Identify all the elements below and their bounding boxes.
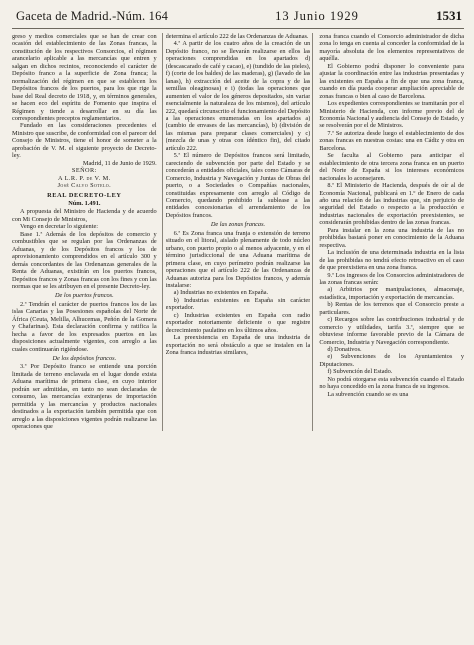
paragraph: 9.ª Los ingresos de los Consorcios administradores de las zonas francas serán: [319, 271, 464, 286]
paragraph: De los puertos francos. [54, 292, 114, 300]
paragraph: Los expedientes correspondientes se tramitarán por el Ministerio de Hacienda, con informe previo del de Economía Nacional y audiencia del Consejo de Estado, y se resolverán por el de Ministros. [319, 100, 464, 130]
paragraph: La subvención cuando se es una [327, 390, 409, 398]
paragraph: REAL DECRETO-LEY [47, 191, 122, 199]
paragraph: Base 1.ª Además de los depósitos de comercio y combustibles que se regulan por las Ordenanzas de Aduanas, y de los Depósitos francos y los de aprovisionamiento comprendidos en el artículo 300 y demás concordantes de las Ordenanzas generales de la Renta de Aduanas, existirán en los puertos francos, Depósitos francos y Zonas francas con los fines y con las normas que se les atribuyen en el presente Decreto-ley. [12, 230, 157, 290]
paragraph: José Calvo Sotelo. [57, 182, 112, 190]
paragraph: 6.ª Es Zona franca una franja o extensión de terreno situado en el litoral, aislado plenamente de todo núcleo urbano, con puerto propio o al menos adyacente, y en el término jurisdiccional de una Aduana marítima de primera clase, en cuyo perímetro podrán realizarse las operaciones que el artículo 222 de las Ordenanzas de Aduanas autoriza para los Depósitos francos, y además instalarse: [165, 229, 311, 289]
paragraph: Fundado en las consideraciones precedentes el Ministro que suscribe, de conformidad con el parecer del Consejo de Ministros, tiene el honor de someter a la aprobación de V. M. el siguiente proyecto de Decreto-ley. [12, 122, 157, 160]
paragraph: Núm. 1.491. [68, 199, 101, 207]
paragraph: Para instalar en la zona una industria de las no prohibidas bastará poner en conocimiento de la Aduana respectiva. [319, 226, 464, 249]
page-number: 1531 [436, 8, 462, 23]
paragraph: De los depósitos francos. [52, 355, 117, 363]
paragraph: No podrá otorgarse esta subvención cuando el Estado no haya concedido en la zona franca de su ingresos. [319, 375, 464, 391]
paragraph: d) Donativos. [327, 346, 362, 354]
paragraph: Vengo en decretar lo siguiente: [20, 223, 98, 231]
column-3 [319, 33, 464, 431]
text-columns [12, 33, 464, 431]
paragraph: De las zonas francas. [210, 221, 266, 229]
paragraph: 2.ª Tendrán el carácter de puertos francos los de las islas Canarias y las Posesiones españolas del Norte de África (Ceuta, Melilla, Alhucemas, Peñón de la Gomera y Chafarinas). Esta declaración confirma y ratifica la hecha a favor de los expresados puertos en las disposiciones actualmente vigentes, con arreglo a las cuales continuarán rigiéndose. [12, 300, 157, 353]
paragraph: a) Arbitrios por manipulaciones, almacenaje, estadística, importación y exportación de mercancías. [319, 286, 464, 301]
paragraph: La preexistencia en España de una industria de exportación no será obstáculo a que se instalen en la Zona franca industrias similares, [165, 334, 311, 357]
paragraph: c) Industrias existentes en España con radio exportador notoriamente deficiente o que registre decrecimiento paulatino en los últimos años. [165, 311, 311, 334]
paragraph: greso y medios comerciales que se han de crear con ocasión del establecimiento de las Zonas francas, la constitución de los respectivos Consorcios, el régimen arancelario aplicable a las mercancías que entren y salgan en dichos recintos, reconociendo el carácter de Depósito franco a la superficie de Zona franca; la normalización del régimen en que se establecen los Depósitos francos de los puertos, para los que rige la base del Real decreto de 1918, y, en términos generales, se hacen eco del espíritu de Fomento que inspira el Régimen y tiende a desarrollar en su día las correspondientes preceptos reglamentarios. [12, 33, 157, 122]
paragraph: Se faculta al Gobierno para anticipar el establecimiento de otra tercera zona franca en un puerto del Norte de España si los intereses económicos nacionales lo aconsejaren. [319, 152, 464, 182]
page-header [12, 8, 464, 29]
paragraph: zona franca cuando el Consorcio administrador de dicha zona lo tenga en cuenta al conceder la conformidad de la mayoría absoluta de los elementos representativos de aquélla. [319, 33, 464, 63]
paragraph: e) Subvenciones de los Ayuntamientos y Diputaciones. [319, 353, 464, 368]
paragraph: A L.R. P. de V. M. [58, 174, 111, 182]
paragraph: 8.ª El Ministerio de Hacienda, después de oír al de Economía Nacional, publicará en 1.º de Enero de cada año una relación de las industrias que, sin perjuicio de seguridad del Estado o respecto a la producción e industrias nacionales de exportación preexistentes, se considerarán prohibidas dentro de las zonas francas. [319, 182, 464, 227]
paragraph: 3.ª Por Depósito franco se entiende una porción limitada de terreno enclavada en el lugar donde exista Aduana marítima de primera clase, en cuyo interior podrán ser admitidas, en tanto no sean declaradas de consumo, las mercancías extranjeras de importación permitida y las mercancías y productos nacionales destinados a la exportación también permitida que con arreglo a las disposiciones vigentes podrán realizarse las operaciones que [12, 363, 157, 431]
paragraph: c) Recargos sobre las contribuciones industrial y de comercio y utilidades, tarifa 3.ª, siempre que se obtuviese informe favorable previo de la Cámara de Comercio, Industria y Navegación correspondiente. [319, 316, 464, 346]
paragraph: a) Industrias no existentes en España. [173, 289, 269, 297]
paragraph: Madrid, 11 de Junio de 1929. [82, 159, 157, 167]
paragraph: 5.ª El número de Depósitos francos será limitado, careciendo de subvención por parte del Estado y se concederán a entidades oficiales, tales como Cámaras de Comercio, Industria y Navegación y Juntas de Obras del puerto, o a Sociedades o Compañías nacionales, constituidas expresamente con arreglo al Código de Comercio, quedando prohibido la sublease a las entidades concesionarias el arrendamiento de los Depósitos francos. [165, 152, 311, 219]
paragraph: SEÑOR: [71, 167, 97, 175]
paragraph: El Gobierno podrá disponer lo conveniente para ajustar la coordinación entre las industrias presentadas y las existentes en España a fin de que una zona franca, cuando en día pueda cooperar ampliación apreciable de zonas francas o bien al caso de Barcelona. [319, 62, 464, 100]
paragraph: 7.ª Se autoriza desde luego el establecimiento de dos zonas francas en nuestras costas: una en Cádiz y otra en Barcelona. [319, 129, 464, 152]
paragraph: f) Subvención del Estado. [327, 368, 393, 376]
column-1 [12, 33, 157, 431]
gazette-title: Gaceta de Madrid.-Núm. 164 [16, 9, 169, 23]
paragraph: 4.ª A partir de los cuatro años de la creación de un Depósito franco, no se llevarán realizarse en ellos las operaciones comprendidas en los apartados d) (descascarado de café y cacao), e) (tundido de las pieles), f) (corte de los baldes) de las maderas), g) (lavado de las lanas), h) extracción del aceite de la copra y de las semillas oleaginosas) e i) (todas las operaciones que aumenten el valor de los géneros depositados, sin variar esencialmente la naturaleza de los mismos), del artículo 222, quedará circunscrito el funcionamiento del Depósito a las operaciones enumeradas en los apartados a) (cambio de envases de las mercancías), b) (división de las mismas para preparar clases comerciales) y c) (mezcla de unas y otras con ídéntico fin), del citado artículo 222. [165, 40, 311, 152]
paragraph: determina el artículo 222 de las Ordenanzas de Aduanas. [165, 33, 309, 40]
paragraph: b) Industrias existentes en España sin carácter exportador. [165, 296, 311, 312]
paragraph: La inclusión de una determinada industria en la lista de las prohibidas no tendrá efecto retroactivo en el caso de que preexistiera en una zona franca. [319, 249, 464, 272]
column-2 [166, 33, 311, 431]
paragraph: b) Rentas de los terrenos que el Consorcio preste a particulares. [319, 301, 464, 316]
issue-date: 13 Junio 1929 [275, 9, 359, 23]
paragraph: A propuesta del Ministro de Hacienda y de acuerdo con Mi Consejo de Ministros, [12, 208, 157, 223]
